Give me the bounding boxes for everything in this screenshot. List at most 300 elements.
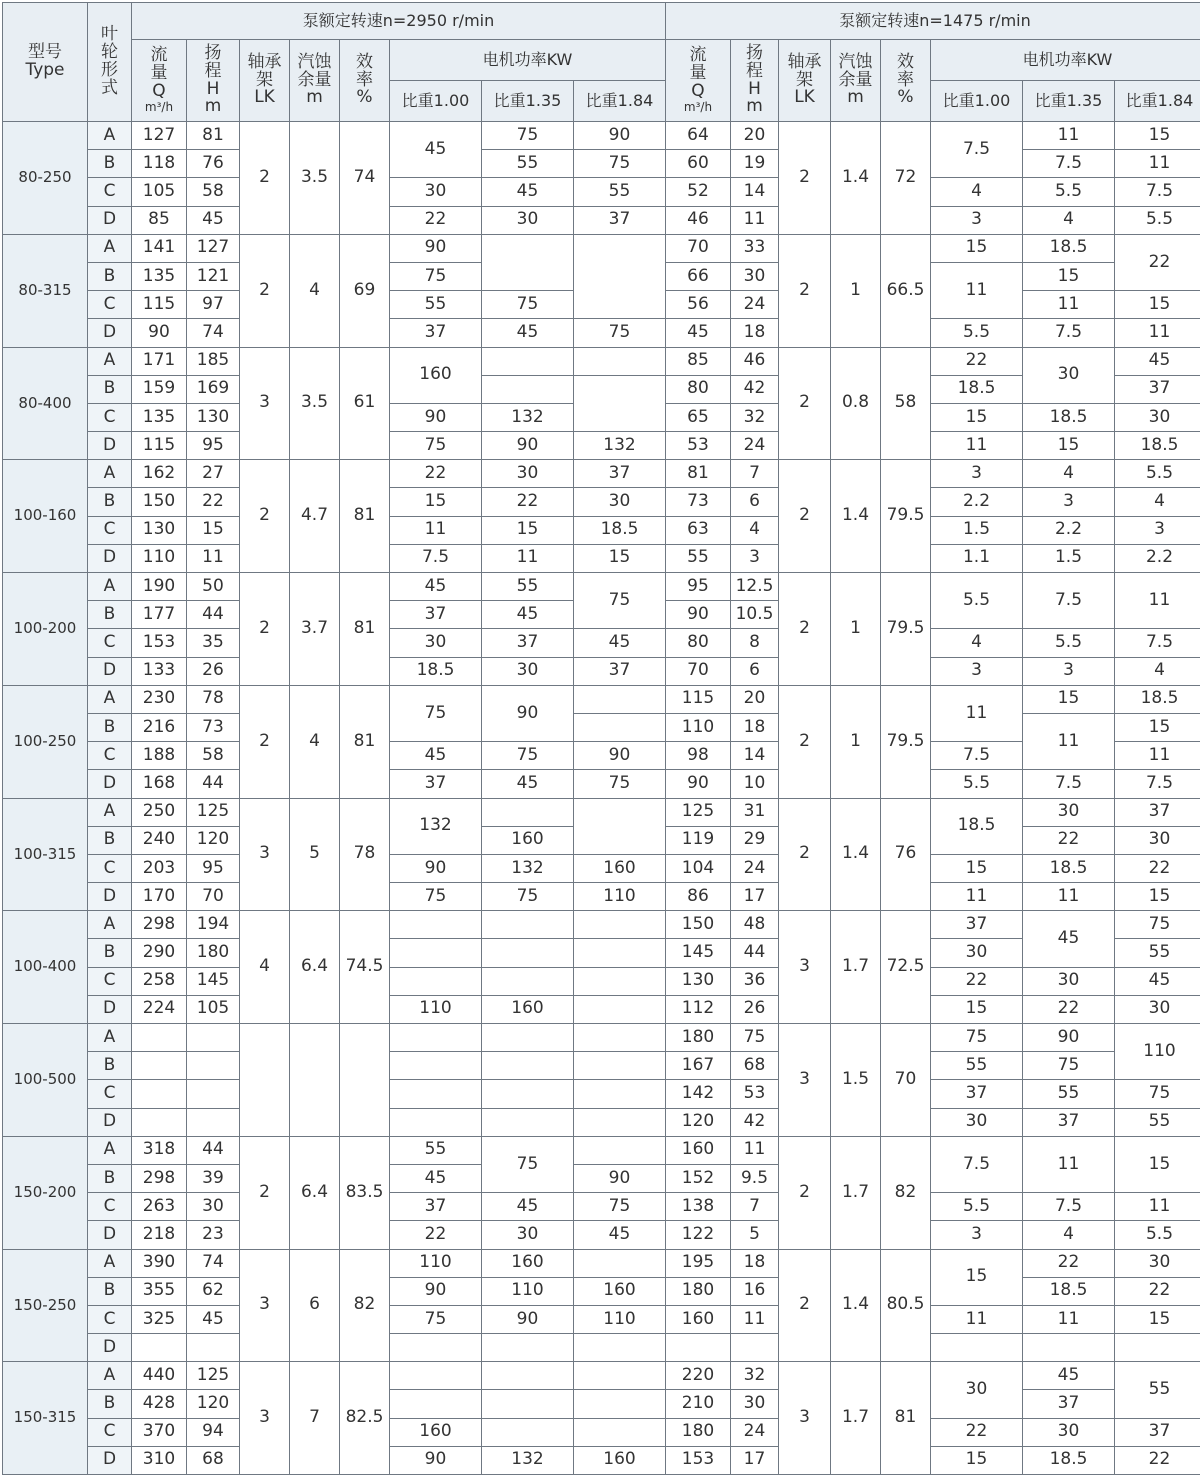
motor-power-cell: 30 — [482, 460, 574, 488]
motor-power-cell: 30 — [1023, 1418, 1115, 1446]
impeller-cell: C — [88, 1418, 132, 1446]
head-cell: 20 — [731, 122, 779, 150]
motor-power-cell: 110 — [390, 1249, 482, 1277]
flow-cell: 290 — [132, 939, 187, 967]
motor-power-cell: 30 — [1023, 967, 1115, 995]
flow-cell: 159 — [132, 375, 187, 403]
npsh-cell: 4 — [290, 685, 340, 798]
motor-power-cell — [574, 995, 666, 1023]
impeller-cell: D — [88, 544, 132, 572]
motor-power-cell: 15 — [931, 995, 1023, 1023]
head-cell: 33 — [731, 234, 779, 262]
head-cell — [187, 1052, 240, 1080]
motor-power-cell — [574, 347, 666, 375]
bearing-bracket-cell: 2 — [240, 1136, 290, 1249]
motor-power-cell: 22 — [931, 347, 1023, 375]
motor-power-cell — [482, 1418, 574, 1446]
flow-cell — [132, 1024, 187, 1052]
table-row — [3, 967, 1200, 995]
motor-power-cell: 132 — [482, 1446, 574, 1474]
head-cell: 36 — [731, 967, 779, 995]
motor-power-cell: 75 — [1023, 1052, 1115, 1080]
head-cell: 24 — [731, 432, 779, 460]
npsh-cell: 3.7 — [290, 573, 340, 686]
motor-power-cell: 160 — [482, 1249, 574, 1277]
table-row — [3, 1052, 1200, 1080]
table-row — [3, 1136, 1200, 1164]
specific-gravity-header: 比重1.84 — [574, 81, 666, 122]
motor-power-cell: 11 — [1023, 122, 1115, 150]
motor-power-cell: 37 — [931, 1080, 1023, 1108]
head-cell: 5 — [731, 1221, 779, 1249]
head-cell: 62 — [187, 1277, 240, 1305]
bearing-bracket-header — [240, 40, 290, 122]
specific-gravity-header: 比重1.35 — [1023, 81, 1115, 122]
motor-power-cell: 110 — [1115, 1024, 1200, 1080]
motor-power-cell: 2.2 — [1023, 516, 1115, 544]
flow-cell: 177 — [132, 601, 187, 629]
head-cell: 48 — [731, 911, 779, 939]
motor-power-cell — [574, 798, 666, 854]
table-row — [3, 573, 1200, 601]
efficiency-cell: 72 — [881, 122, 931, 235]
specific-gravity-header: 比重1.35 — [482, 81, 574, 122]
table-row — [3, 798, 1200, 826]
npsh-cell: 4 — [290, 234, 340, 347]
motor-power-cell — [482, 234, 574, 290]
table-row — [3, 657, 1200, 685]
table-row — [3, 206, 1200, 234]
head-cell: 6 — [731, 657, 779, 685]
flow-cell: 190 — [132, 573, 187, 601]
head-cell — [187, 1080, 240, 1108]
head-cell: 17 — [731, 1446, 779, 1474]
head-cell: 17 — [731, 883, 779, 911]
motor-power-cell: 30 — [390, 178, 482, 206]
flow-cell: 65 — [666, 403, 731, 431]
table-row — [3, 995, 1200, 1023]
flow-cell: 86 — [666, 883, 731, 911]
flow-cell: 142 — [666, 1080, 731, 1108]
motor-power-cell: 30 — [931, 939, 1023, 967]
flow-cell: 162 — [132, 460, 187, 488]
flow-cell: 440 — [132, 1362, 187, 1390]
motor-power-cell: 75 — [931, 1024, 1023, 1052]
motor-power-cell: 37 — [390, 1193, 482, 1221]
head-cell: 11 — [731, 206, 779, 234]
head-cell: 68 — [731, 1052, 779, 1080]
flow-cell: 112 — [666, 995, 731, 1023]
motor-power-cell: 15 — [1115, 122, 1200, 150]
efficiency-cell: 83.5 — [340, 1136, 390, 1249]
flow-cell: 80 — [666, 375, 731, 403]
head-cell: 16 — [731, 1277, 779, 1305]
flow-cell: 390 — [132, 1249, 187, 1277]
motor-power-cell: 37 — [1115, 375, 1200, 403]
motor-power-cell — [574, 685, 666, 713]
motor-power-cell — [574, 1362, 666, 1390]
head-header-line: 扬 — [204, 42, 222, 63]
motor-power-cell: 18.5 — [931, 375, 1023, 403]
efficiency-cell: 82 — [881, 1136, 931, 1249]
efficiency-cell: 72.5 — [881, 911, 931, 1024]
motor-power-cell: 22 — [1115, 1277, 1200, 1305]
head-cell: 194 — [187, 911, 240, 939]
motor-power-cell: 11 — [1115, 150, 1200, 178]
type-header-en: Type — [25, 60, 65, 80]
impeller-cell: A — [88, 573, 132, 601]
motor-power-cell: 7.5 — [931, 122, 1023, 178]
bearing-bracket-cell: 2 — [779, 234, 831, 347]
head-cell — [731, 1334, 779, 1362]
motor-power-cell: 5.5 — [1115, 206, 1200, 234]
flow-cell: 80 — [666, 629, 731, 657]
table-row — [3, 178, 1200, 206]
motor-power-cell: 5.5 — [1023, 178, 1115, 206]
head-header-line: m — [204, 96, 222, 117]
motor-power-cell: 11 — [1023, 883, 1115, 911]
efficiency-header-line: 率 — [897, 69, 914, 90]
impeller-cell: B — [88, 1164, 132, 1192]
flow-cell: 70 — [666, 657, 731, 685]
motor-power-cell: 90 — [390, 403, 482, 431]
motor-power-cell: 15 — [1115, 291, 1200, 319]
flow-cell: 60 — [666, 150, 731, 178]
motor-power-cell: 30 — [482, 1221, 574, 1249]
motor-power-cell: 160 — [390, 1418, 482, 1446]
bearing-bracket-cell: 2 — [240, 573, 290, 686]
head-cell: 42 — [731, 375, 779, 403]
bearing-bracket-cell: 2 — [779, 347, 831, 460]
motor-power-cell: 45 — [390, 742, 482, 770]
type-header-cn: 型号 — [28, 42, 62, 63]
motor-power-cell: 90 — [482, 1305, 574, 1333]
head-cell: 3 — [731, 544, 779, 572]
motor-power-cell: 37 — [390, 770, 482, 798]
motor-power-cell — [482, 1390, 574, 1418]
motor-power-cell — [390, 1334, 482, 1362]
bearing-bracket-header-line: 架 — [256, 69, 273, 90]
flow-header-line: Q — [691, 81, 705, 102]
motor-power-cell — [390, 1024, 482, 1052]
motor-power-cell: 11 — [1115, 573, 1200, 629]
motor-power-cell — [931, 1334, 1023, 1362]
bearing-bracket-header-line: 轴承 — [247, 51, 282, 72]
motor-power-cell: 18.5 — [1115, 685, 1200, 713]
head-cell: 45 — [187, 206, 240, 234]
speed-1475-header: 泵额定转速n=1475 r/min — [666, 3, 1200, 40]
motor-power-cell — [390, 1108, 482, 1136]
table-row — [3, 742, 1200, 770]
motor-power-cell: 11 — [931, 262, 1023, 318]
motor-power-cell: 7.5 — [1115, 629, 1200, 657]
bearing-bracket-cell: 2 — [779, 1249, 831, 1362]
efficiency-cell: 81 — [340, 685, 390, 798]
motor-power-cell: 7.5 — [1023, 770, 1115, 798]
head-cell: 94 — [187, 1418, 240, 1446]
impeller-header-line: 形 — [101, 60, 118, 80]
impeller-cell: D — [88, 206, 132, 234]
specific-gravity-header: 比重1.84 — [1115, 81, 1200, 122]
flow-cell: 170 — [132, 883, 187, 911]
motor-power-header: 电机功率KW — [390, 40, 666, 81]
head-cell: 24 — [731, 291, 779, 319]
motor-power-cell: 37 — [482, 629, 574, 657]
table-row — [3, 939, 1200, 967]
head-cell: 30 — [731, 1390, 779, 1418]
motor-power-cell: 7.5 — [1023, 150, 1115, 178]
head-cell: 44 — [187, 1136, 240, 1164]
motor-power-cell: 5.5 — [931, 770, 1023, 798]
head-cell: 30 — [731, 262, 779, 290]
impeller-header-line: 轮 — [101, 42, 118, 63]
head-cell: 78 — [187, 685, 240, 713]
motor-power-cell: 75 — [574, 573, 666, 629]
motor-power-cell: 5.5 — [1115, 460, 1200, 488]
motor-power-cell: 15 — [390, 488, 482, 516]
pump-type-cell: 80-250 — [3, 122, 88, 235]
flow-header-line: 量 — [150, 63, 168, 84]
motor-power-cell: 22 — [931, 967, 1023, 995]
impeller-cell: B — [88, 1052, 132, 1080]
head-cell: 22 — [187, 488, 240, 516]
motor-power-cell — [574, 234, 666, 319]
motor-power-cell: 22 — [1115, 854, 1200, 882]
impeller-cell: C — [88, 516, 132, 544]
npsh-cell: 5 — [290, 798, 340, 911]
impeller-cell: B — [88, 1277, 132, 1305]
motor-power-cell: 18.5 — [931, 798, 1023, 854]
flow-cell: 160 — [666, 1305, 731, 1333]
flow-cell: 125 — [666, 798, 731, 826]
impeller-cell: C — [88, 403, 132, 431]
head-cell: 6 — [731, 488, 779, 516]
motor-power-cell: 22 — [931, 1418, 1023, 1446]
motor-power-cell: 45 — [482, 601, 574, 629]
table-row — [3, 460, 1200, 488]
bearing-bracket-cell: 3 — [240, 1362, 290, 1475]
motor-power-cell: 15 — [931, 1249, 1023, 1305]
impeller-cell: A — [88, 685, 132, 713]
motor-power-cell: 30 — [1023, 798, 1115, 826]
impeller-cell: C — [88, 1193, 132, 1221]
pump-type-cell: 100-500 — [3, 1024, 88, 1137]
motor-power-cell: 45 — [482, 1193, 574, 1221]
flow-cell: 230 — [132, 685, 187, 713]
motor-power-cell: 4 — [1023, 206, 1115, 234]
impeller-header — [88, 3, 132, 122]
head-cell: 24 — [731, 854, 779, 882]
motor-power-cell — [574, 1249, 666, 1277]
table-body — [3, 122, 1200, 1475]
head-header-line: 程 — [746, 60, 763, 81]
motor-power-cell: 160 — [390, 347, 482, 403]
motor-power-cell: 37 — [574, 460, 666, 488]
impeller-cell: C — [88, 967, 132, 995]
flow-cell: 64 — [666, 122, 731, 150]
head-cell: 18 — [731, 319, 779, 347]
head-cell: 44 — [187, 770, 240, 798]
efficiency-cell: 81 — [340, 573, 390, 686]
bearing-bracket-cell: 3 — [779, 1024, 831, 1137]
flow-cell — [666, 1334, 731, 1362]
flow-cell: 370 — [132, 1418, 187, 1446]
head-cell: 27 — [187, 460, 240, 488]
impeller-cell: A — [88, 911, 132, 939]
flow-header-line: 流 — [150, 45, 168, 66]
motor-power-cell: 5.5 — [1115, 1221, 1200, 1249]
impeller-cell: B — [88, 713, 132, 741]
motor-power-cell: 30 — [1115, 1249, 1200, 1277]
motor-power-cell: 132 — [574, 432, 666, 460]
npsh-header-line: 汽蚀 — [297, 51, 332, 72]
motor-power-cell — [482, 798, 574, 826]
flow-cell: 150 — [666, 911, 731, 939]
flow-header-line: Q — [152, 81, 166, 102]
motor-power-cell — [574, 1080, 666, 1108]
motor-power-cell: 1.1 — [931, 544, 1023, 572]
head-cell: 26 — [731, 995, 779, 1023]
npsh-cell: 1.5 — [831, 1024, 881, 1137]
motor-power-cell: 75 — [574, 770, 666, 798]
flow-cell: 250 — [132, 798, 187, 826]
motor-power-cell: 45 — [390, 122, 482, 178]
motor-power-cell: 11 — [931, 685, 1023, 741]
head-cell: 32 — [731, 1362, 779, 1390]
npsh-cell: 1.4 — [831, 122, 881, 235]
flow-header — [666, 40, 731, 122]
impeller-cell: D — [88, 319, 132, 347]
impeller-cell: B — [88, 375, 132, 403]
head-cell: 12.5 — [731, 573, 779, 601]
motor-power-cell: 22 — [390, 206, 482, 234]
flow-cell: 95 — [666, 573, 731, 601]
motor-power-cell: 30 — [574, 488, 666, 516]
flow-cell: 52 — [666, 178, 731, 206]
flow-cell: 135 — [132, 403, 187, 431]
head-cell: 74 — [187, 1249, 240, 1277]
flow-cell: 133 — [132, 657, 187, 685]
motor-power-cell: 75 — [482, 742, 574, 770]
pump-type-cell: 150-200 — [3, 1136, 88, 1249]
flow-cell: 81 — [666, 460, 731, 488]
flow-cell: 180 — [666, 1277, 731, 1305]
motor-power-cell: 18.5 — [1023, 854, 1115, 882]
motor-power-cell: 90 — [574, 742, 666, 770]
flow-cell: 130 — [666, 967, 731, 995]
motor-power-cell: 37 — [574, 657, 666, 685]
npsh-cell: 3.5 — [290, 122, 340, 235]
flow-cell: 168 — [132, 770, 187, 798]
table-row — [3, 516, 1200, 544]
bearing-bracket-cell: 2 — [779, 685, 831, 798]
efficiency-cell — [340, 1024, 390, 1137]
motor-power-cell — [574, 967, 666, 995]
table-row — [3, 1221, 1200, 1249]
efficiency-cell: 79.5 — [881, 685, 931, 798]
npsh-header-line: 余量 — [297, 69, 332, 90]
motor-power-cell: 30 — [931, 1108, 1023, 1136]
motor-power-cell — [482, 967, 574, 995]
table-row — [3, 122, 1200, 150]
motor-power-cell — [390, 1052, 482, 1080]
npsh-cell: 7 — [290, 1362, 340, 1475]
motor-power-cell — [482, 1080, 574, 1108]
head-cell: 7 — [731, 460, 779, 488]
flow-cell: 115 — [666, 685, 731, 713]
flow-cell: 73 — [666, 488, 731, 516]
motor-power-cell: 30 — [1023, 347, 1115, 403]
pump-type-cell: 80-400 — [3, 347, 88, 460]
efficiency-cell: 74.5 — [340, 911, 390, 1024]
motor-power-cell: 7.5 — [1023, 319, 1115, 347]
impeller-cell: D — [88, 1221, 132, 1249]
motor-power-cell: 18.5 — [1115, 432, 1200, 460]
motor-power-cell: 5.5 — [931, 573, 1023, 629]
motor-power-cell — [390, 911, 482, 939]
efficiency-cell: 61 — [340, 347, 390, 460]
table-row — [3, 1080, 1200, 1108]
motor-power-cell: 18.5 — [1023, 234, 1115, 262]
head-cell: 15 — [187, 516, 240, 544]
head-cell: 145 — [187, 967, 240, 995]
flow-cell: 298 — [132, 1164, 187, 1192]
head-cell: 44 — [731, 939, 779, 967]
table-row — [3, 234, 1200, 262]
bearing-bracket-cell: 2 — [240, 685, 290, 798]
npsh-cell: 1 — [831, 685, 881, 798]
motor-power-cell: 90 — [574, 1164, 666, 1192]
motor-power-cell: 1.5 — [1023, 544, 1115, 572]
motor-power-cell — [574, 1024, 666, 1052]
pump-type-cell: 100-250 — [3, 685, 88, 798]
motor-power-cell: 18.5 — [1023, 1446, 1115, 1474]
pump-type-cell: 100-315 — [3, 798, 88, 911]
motor-power-cell — [574, 1418, 666, 1446]
flow-header-line: 量 — [689, 63, 707, 84]
impeller-cell: B — [88, 601, 132, 629]
motor-power-cell: 3 — [1115, 516, 1200, 544]
npsh-cell: 1.4 — [831, 1249, 881, 1362]
flow-cell: 118 — [132, 150, 187, 178]
motor-power-cell: 90 — [390, 234, 482, 262]
head-cell: 14 — [731, 742, 779, 770]
table-row — [3, 883, 1200, 911]
npsh-cell: 6 — [290, 1249, 340, 1362]
motor-power-cell: 110 — [390, 995, 482, 1023]
bearing-bracket-cell: 2 — [779, 460, 831, 573]
table-row — [3, 375, 1200, 403]
motor-power-cell: 55 — [482, 150, 574, 178]
head-cell: 125 — [187, 798, 240, 826]
flow-cell: 160 — [666, 1136, 731, 1164]
motor-power-cell: 15 — [1023, 685, 1115, 713]
npsh-cell: 1.7 — [831, 1362, 881, 1475]
bearing-bracket-cell: 2 — [240, 460, 290, 573]
motor-power-cell: 11 — [390, 516, 482, 544]
motor-power-cell: 11 — [931, 432, 1023, 460]
motor-power-cell: 37 — [931, 911, 1023, 939]
head-cell: 19 — [731, 150, 779, 178]
motor-power-cell — [482, 1024, 574, 1052]
motor-power-cell: 15 — [931, 854, 1023, 882]
flow-cell: 428 — [132, 1390, 187, 1418]
flow-cell: 153 — [666, 1446, 731, 1474]
head-cell: 29 — [731, 826, 779, 854]
motor-power-cell: 75 — [574, 150, 666, 178]
head-cell: 26 — [187, 657, 240, 685]
motor-power-cell — [482, 1108, 574, 1136]
